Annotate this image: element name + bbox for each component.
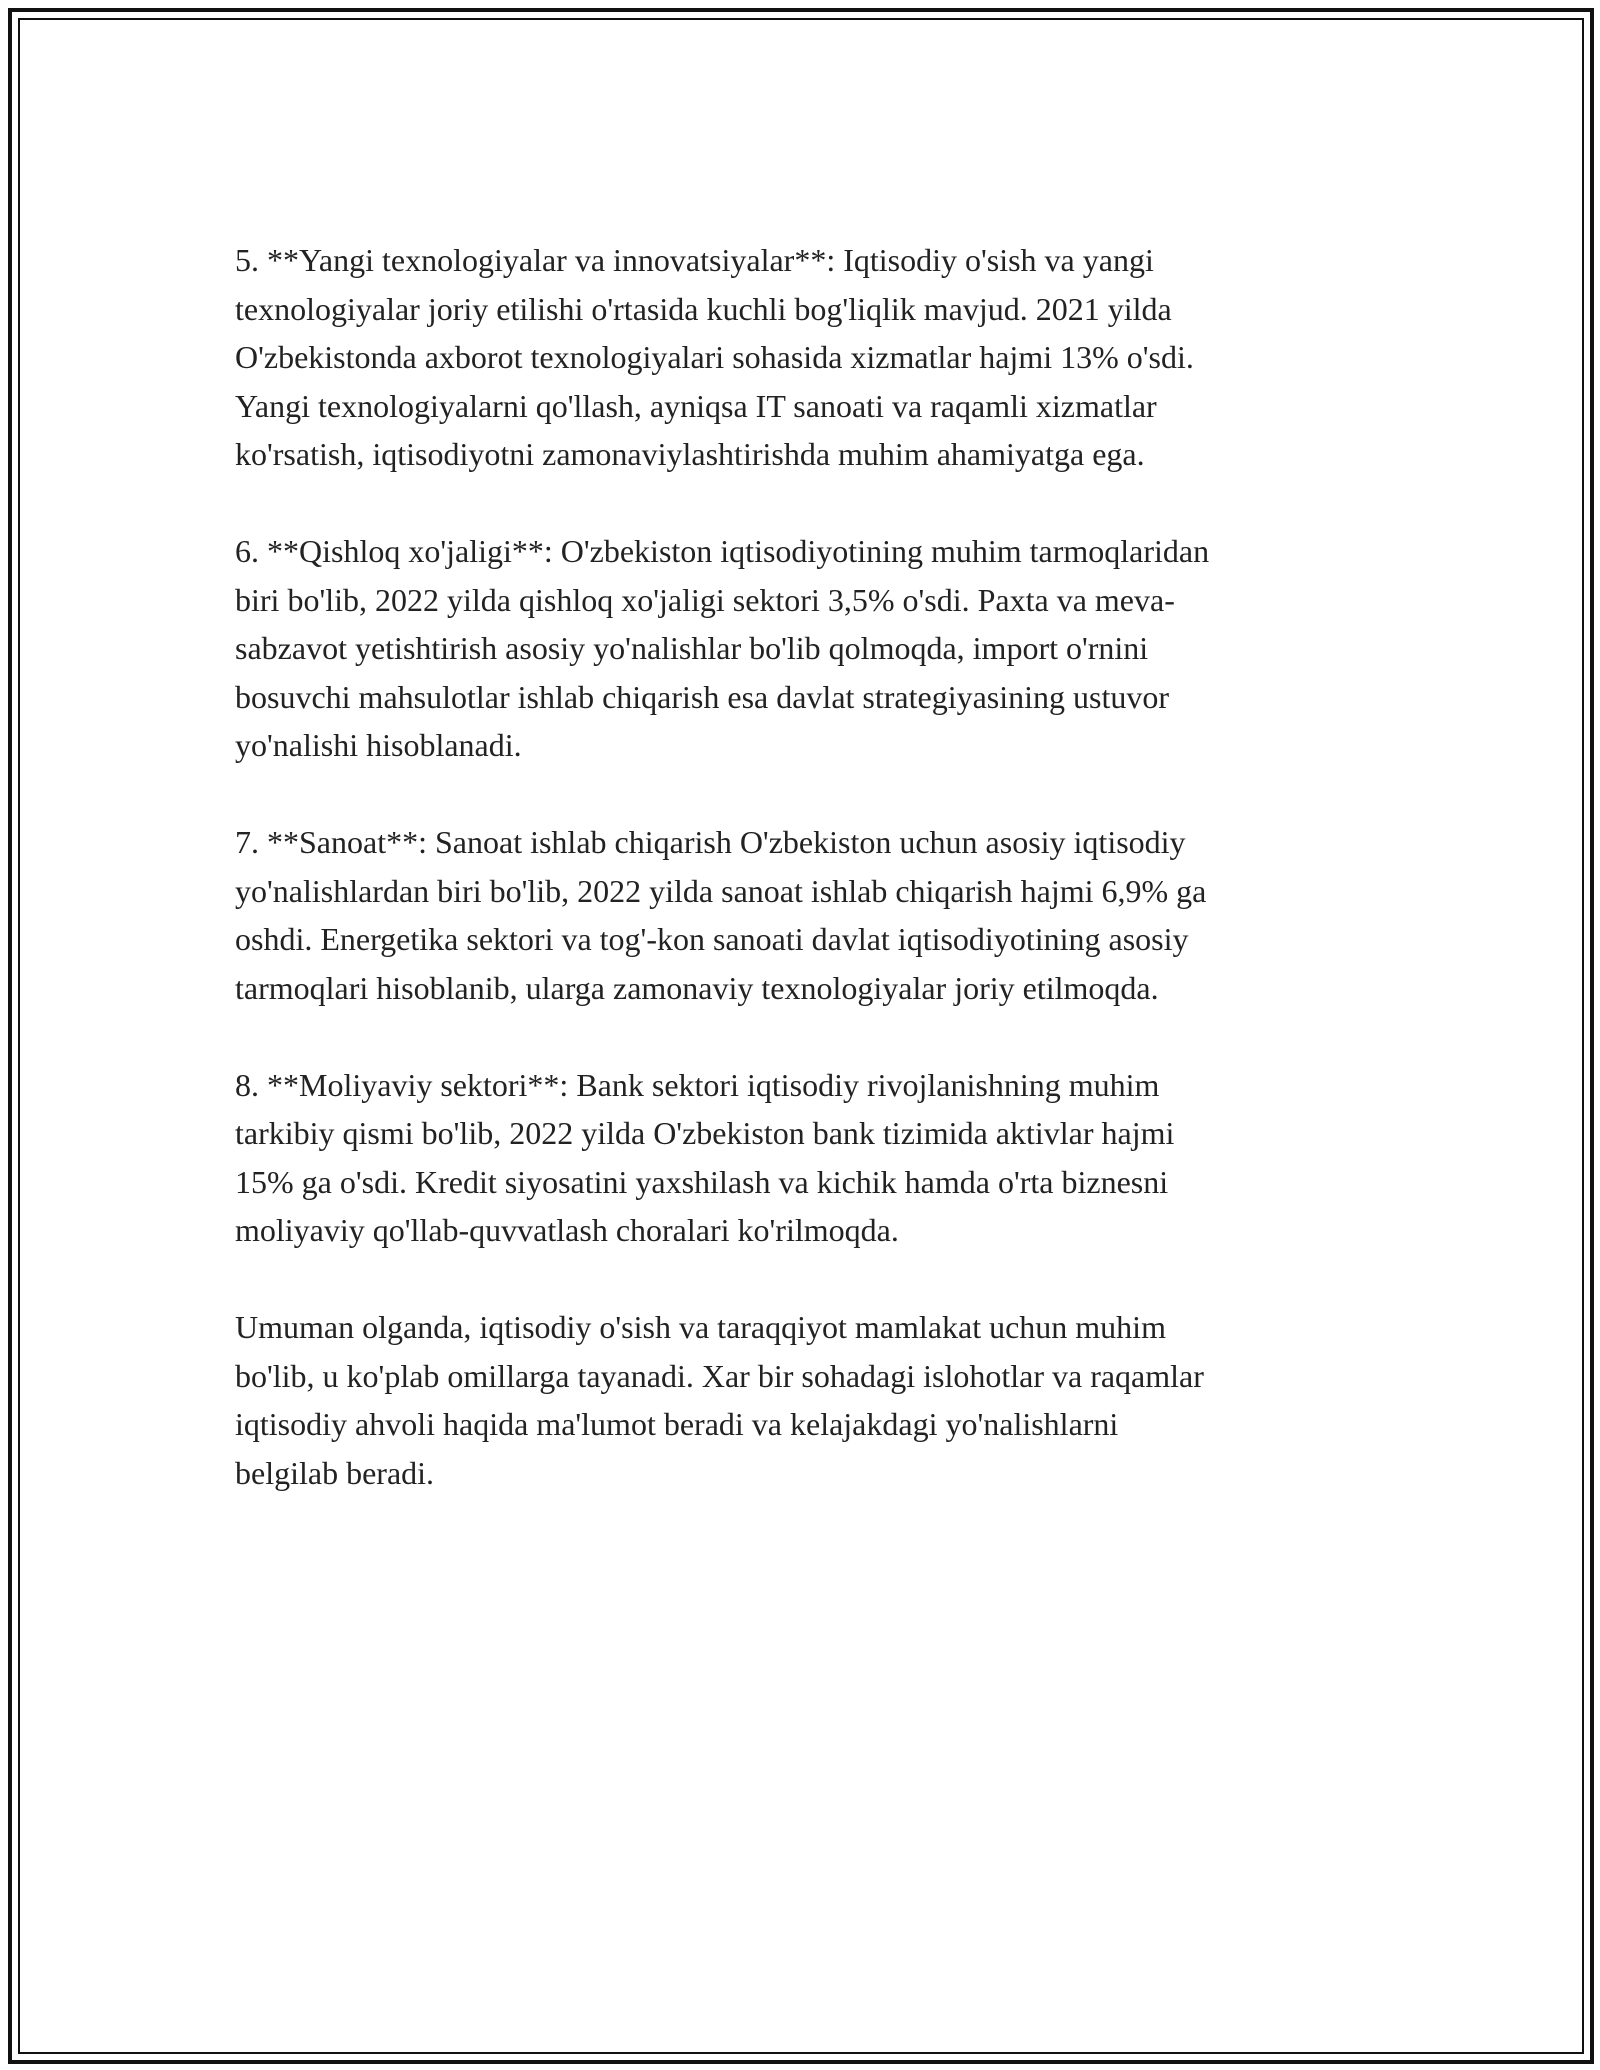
paragraph-technologies <box>235 236 1355 479</box>
text-line: yo'nalishi hisoblanadi. <box>235 727 522 763</box>
text-line: texnologiyalar joriy etilishi o'rtasida kuchli bog'liqlik mavjud. 2021 yilda <box>235 290 1172 327</box>
text-line: sabzavot yetishtirish asosiy yo'nalishlar bo'lib qolmoqda, import o'rnini <box>235 630 1149 666</box>
text-line: biri bo'lib, 2022 yilda qishloq xo'jaligi sektori 3,5% o'sdi. Paxta va meva- <box>235 581 1175 618</box>
text-line: moliyaviy qo'llab-quvvatlash choralari ko'rilmoqda. <box>235 1212 899 1248</box>
text-line: bo'lib, u ko'plab omillarga tayanadi. Xar bir sohadagi islohotlar va raqamlar <box>235 1357 1204 1394</box>
document-body <box>235 236 1355 1546</box>
text-line: tarmoqlari hisoblanib, ularga zamonaviy texnologiyalar joriy etilmoqda. <box>235 969 1159 1006</box>
text-line: 5. **Yangi texnologiyalar va innovatsiyalar**: Iqtisodiy o'sish va yangi <box>235 242 1154 278</box>
paragraph-agriculture <box>235 527 1355 770</box>
text-line: Yangi texnologiyalarni qo'llash, ayniqsa IT sanoati va raqamli xizmatlar <box>235 387 1157 424</box>
paragraph-finance <box>235 1061 1355 1255</box>
text-line: Umuman olganda, iqtisodiy o'sish va taraqqiyot mamlakat uchun muhim <box>235 1309 1166 1345</box>
text-line: oshdi. Energetika sektori va tog'-kon sanoati davlat iqtisodiyotining asosiy <box>235 921 1189 957</box>
paragraph-conclusion <box>235 1303 1355 1497</box>
text-line: 7. **Sanoat**: Sanoat ishlab chiqarish O'zbekiston uchun asosiy iqtisodiy <box>235 824 1186 860</box>
text-line: 8. **Moliyaviy sektori**: Bank sektori iqtisodiy rivojlanishning muhim <box>235 1066 1160 1103</box>
text-line: iqtisodiy ahvoli haqida ma'lumot beradi va kelajakdagi yo'nalishlarni <box>235 1406 1119 1442</box>
text-line: yo'nalishlardan biri bo'lib, 2022 yilda sanoat ishlab chiqarish hajmi 6,9% ga <box>235 872 1207 909</box>
text-line: O'zbekistonda axborot texnologiyalari sohasida xizmatlar hajmi 13% o'sdi. <box>235 339 1194 375</box>
text-line: 15% ga o'sdi. Kredit siyosatini yaxshilash va kichik hamda o'rta biznesni <box>235 1163 1169 1200</box>
paragraph-industry <box>235 818 1355 1012</box>
text-line: tarkibiy qismi bo'lib, 2022 yilda O'zbekiston bank tizimida aktivlar hajmi <box>235 1115 1175 1151</box>
text-line: belgilab beradi. <box>235 1454 435 1491</box>
text-line: bosuvchi mahsulotlar ishlab chiqarish esa davlat strategiyasining ustuvor <box>235 678 1170 715</box>
text-line: 6. **Qishloq xo'jaligi**: O'zbekiston iqtisodiyotining muhim tarmoqlaridan <box>235 533 1210 569</box>
text-line: ko'rsatish, iqtisodiyotni zamonaviylashtirishda muhim ahamiyatga ega. <box>235 436 1145 472</box>
